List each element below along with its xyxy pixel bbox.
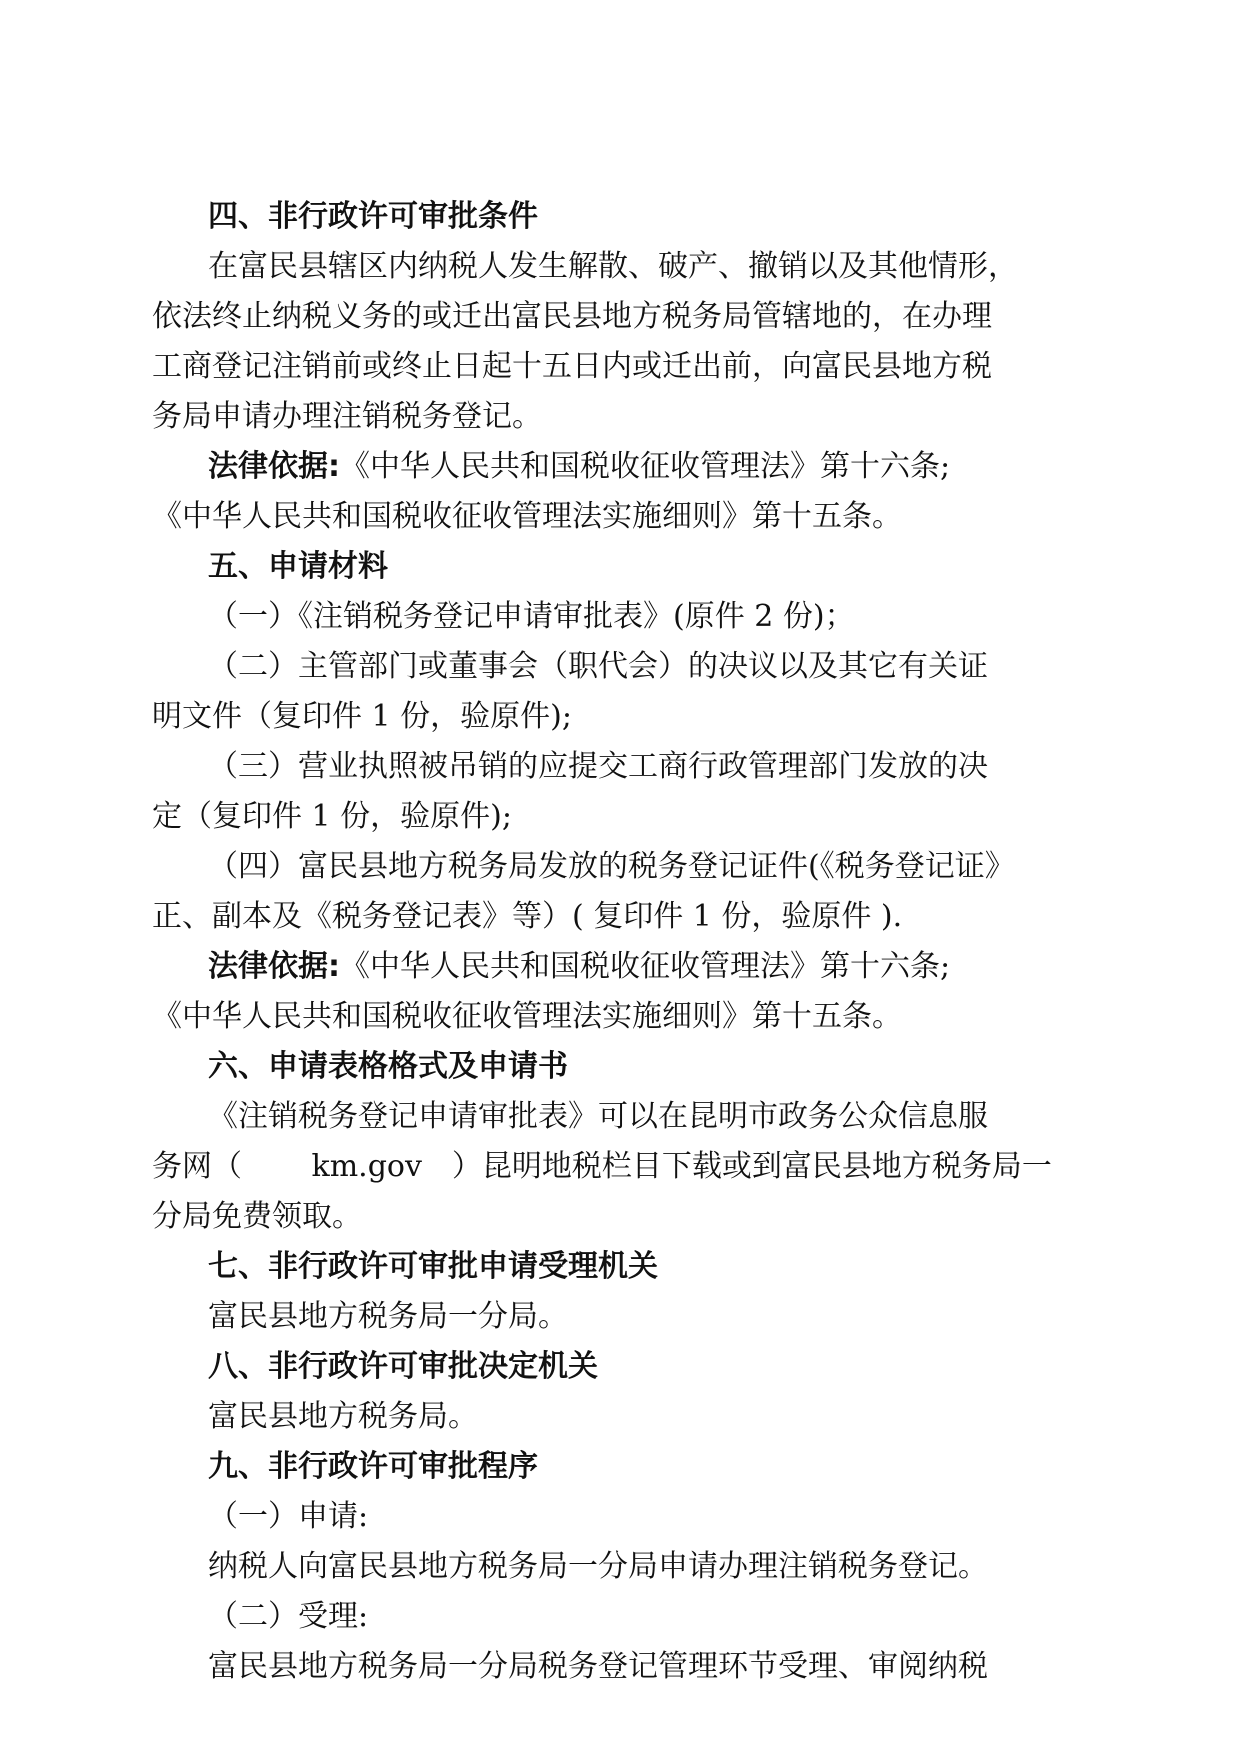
section-4-paragraph-line-4: 务局申请办理注销税务登记。	[152, 399, 542, 434]
section-6-heading: 六、申请表格格式及申请书	[208, 1049, 568, 1084]
section-6-line-1: 《注销税务登记申请审批表》可以在昆明市政务公众信息服	[208, 1099, 988, 1134]
legal-basis-text: 《中华人民共和国税收征收管理法》第十六条;	[340, 449, 951, 484]
legal-basis-label: 法律依据:	[208, 949, 340, 984]
section-5-item-3-line-2: 定（复印件 1 份，验原件);	[152, 799, 512, 834]
section-5-heading: 五、申请材料	[208, 549, 388, 584]
section-9-step-2-label: （二）受理:	[208, 1599, 369, 1634]
section-6-line-3: 分局免费领取。	[152, 1199, 362, 1234]
section-5-item-1: （一）《注销税务登记申请审批表》(原件 2 份)；	[208, 599, 855, 634]
section-4-legal-basis	[208, 442, 960, 492]
legal-basis-text: 《中华人民共和国税收征收管理法》第十六条;	[340, 949, 951, 984]
section-8-heading: 八、非行政许可审批决定机关	[208, 1349, 598, 1384]
section-5-item-4-line-2: 正、副本及《税务登记表》等）( 复印件 1 份，验原件 ).	[152, 899, 903, 934]
section-4-heading: 四、非行政许可审批条件	[208, 199, 538, 234]
section-5-item-3-line-1: （三）营业执照被吊销的应提交工商行政管理部门发放的决	[208, 749, 988, 784]
section-8-text: 富民县地方税务局。	[208, 1399, 478, 1434]
section-9-step-1-text: 纳税人向富民县地方税务局一分局申请办理注销税务登记。	[208, 1549, 988, 1584]
section-7-heading: 七、非行政许可审批申请受理机关	[208, 1249, 658, 1284]
section-9-step-1-label: （一）申请:	[208, 1499, 369, 1534]
section-4-paragraph-line-3: 工商登记注销前或终止日起十五日内或迁出前，向富民县地方税	[152, 349, 992, 384]
section-5-legal-basis	[208, 942, 960, 992]
section-9-heading: 九、非行政许可审批程序	[208, 1449, 538, 1484]
legal-basis-label: 法律依据:	[208, 449, 340, 484]
section-5-item-2-line-2: 明文件（复印件 1 份，验原件);	[152, 699, 572, 734]
section-5-item-2-line-1: （二）主管部门或董事会（职代会）的决议以及其它有关证	[208, 649, 988, 684]
section-5-item-4-line-1: （四）富民县地方税务局发放的税务登记证件(《税务登记证》	[208, 849, 1015, 884]
section-4-paragraph-line-2: 依法终止纳税义务的或迁出富民县地方税务局管辖地的，在办理	[152, 299, 992, 334]
section-4-paragraph-line-1: 在富民县辖区内纳税人发生解散、破产、撤销以及其他情形，	[208, 249, 1018, 284]
section-4-legal-basis-line-2: 《中华人民共和国税收征收管理法实施细则》第十五条。	[152, 499, 902, 534]
section-5-legal-basis-line-2: 《中华人民共和国税收征收管理法实施细则》第十五条。	[152, 999, 902, 1034]
section-9-step-2-text: 富民县地方税务局一分局税务登记管理环节受理、审阅纳税	[208, 1649, 988, 1684]
section-7-text: 富民县地方税务局一分局。	[208, 1299, 568, 1334]
section-6-line-2: 务网（ km.gov ）昆明地税栏目下载或到富民县地方税务局一	[152, 1149, 1052, 1184]
